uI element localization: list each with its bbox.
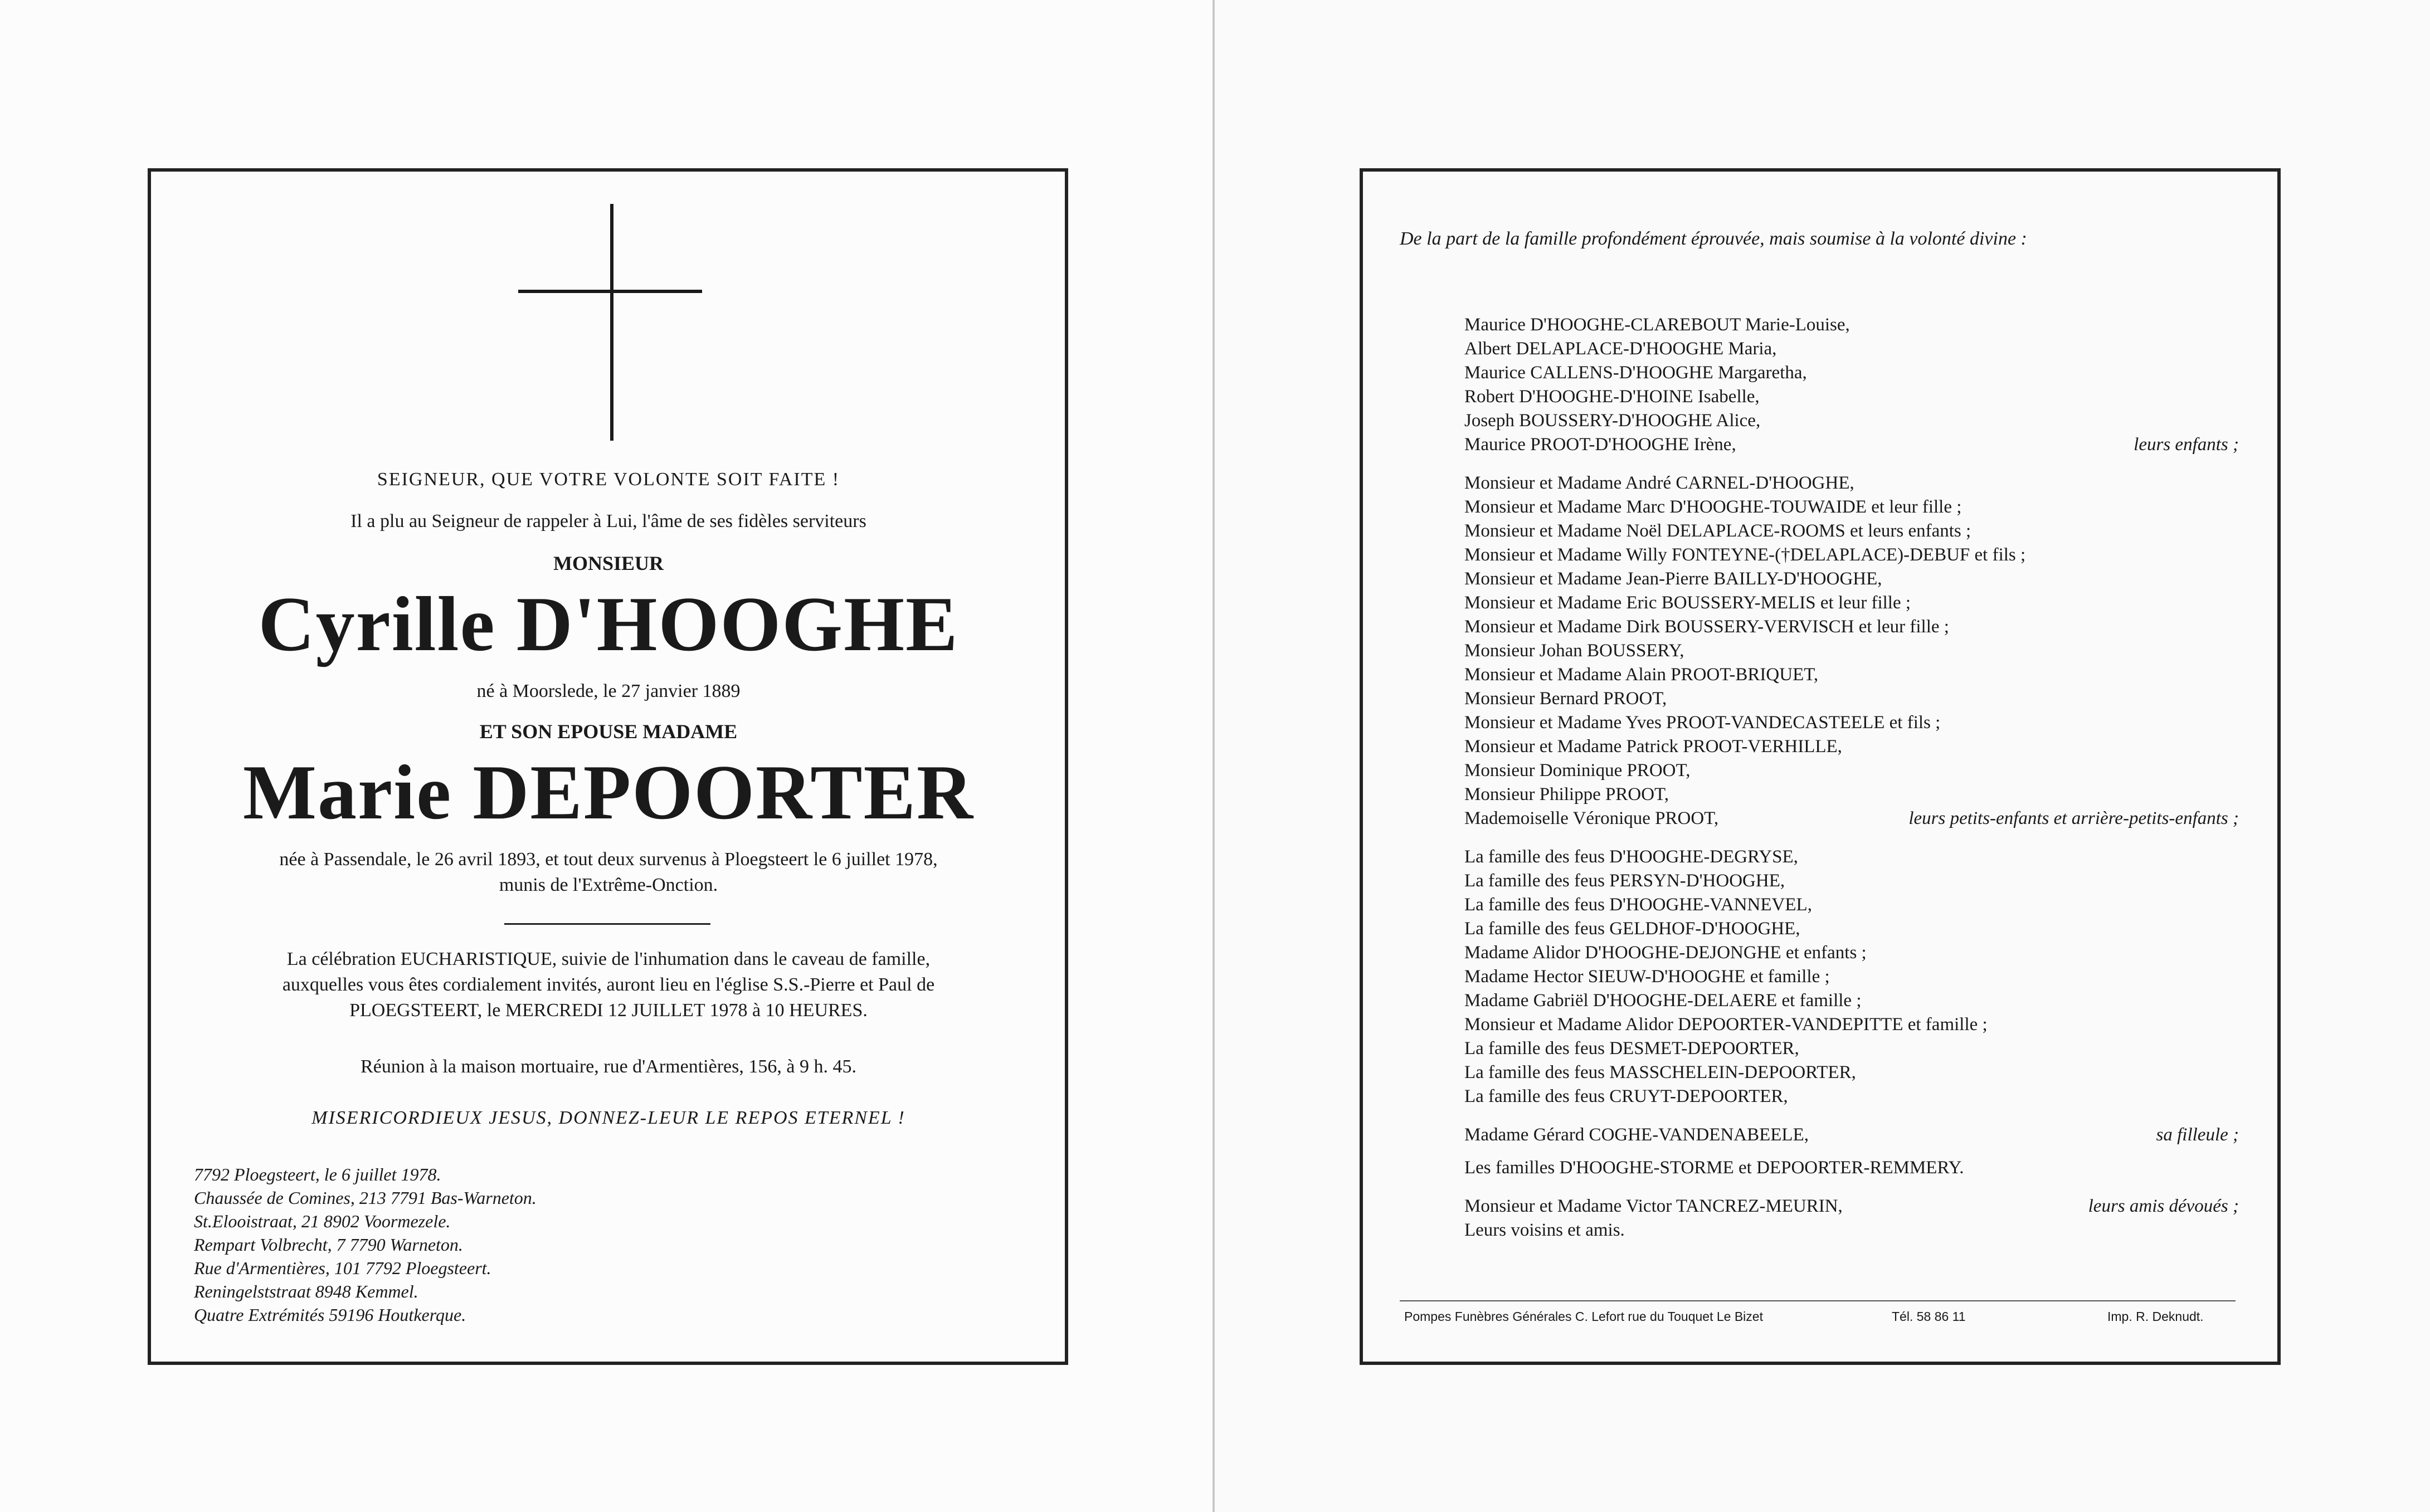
family-row	[1464, 1158, 2239, 1178]
family-row	[1464, 1086, 2239, 1107]
family-row	[1464, 737, 2239, 757]
family-member: La famille des feus D'HOOGHE-DEGRYSE,	[1464, 847, 1798, 867]
address-line: Reningelststraat 8948 Kemmel.	[194, 1281, 418, 1301]
birth-info-2b: munis de l'Extrême-Onction.	[499, 875, 718, 895]
family-member: Monsieur et Madame Yves PROOT-VANDECASTEELE et fils ;	[1464, 713, 1941, 733]
family-row	[1464, 569, 2239, 589]
family-member: Monsieur et Madame Dirk BOUSSERY-VERVISCH et leur fille ;	[1464, 617, 1949, 637]
family-row	[1464, 641, 2239, 661]
address-line: Chaussée de Comines, 213 7791 Bas-Warneton.	[194, 1188, 537, 1208]
family-member: Les familles D'HOOGHE-STORME et DEPOORTER-REMMERY.	[1464, 1158, 1964, 1178]
family-member: Monsieur et Madame Alain PROOT-BRIQUET,	[1464, 665, 1819, 685]
family-member: Albert DELAPLACE-D'HOOGHE Maria,	[1464, 339, 1777, 359]
family-row	[1464, 315, 2239, 335]
family-intro: De la part de la famille profondément éprouvée, mais soumise à la volonté divine :	[1400, 228, 2027, 249]
separator	[504, 923, 710, 925]
family-member: La famille des feus GELDHOF-D'HOOGHE,	[1464, 919, 1800, 939]
invocation: SEIGNEUR, QUE VOTRE VOLONTE SOIT FAITE !	[377, 469, 840, 490]
family-member: Madame Hector SIEUW-D'HOOGHE et famille ;	[1464, 967, 1830, 987]
relation-label: leurs petits-enfants et arrière-petits-enfants ;	[1908, 808, 2239, 828]
family-row	[1464, 665, 2239, 685]
family-member: Madame Gérard COGHE-VANDENABEELE,	[1464, 1125, 1809, 1145]
birth-info-2: née à Passendale, le 26 avril 1893, et tout deux survenus à Ploegsteert le 6 juillet 1978,	[279, 849, 938, 870]
family-member: Monsieur et Madame Willy FONTEYNE-(†DELAPLACE)-DEBUF et fils ;	[1464, 545, 2026, 565]
family-member: La famille des feus DESMET-DEPOORTER,	[1464, 1038, 1799, 1059]
relation-label: leurs enfants ;	[2134, 435, 2239, 455]
address-line: 7792 Ploegsteert, le 6 juillet 1978.	[194, 1164, 441, 1184]
family-row	[1464, 387, 2239, 407]
address-line: Rempart Volbrecht, 7 7790 Warneton.	[194, 1235, 463, 1255]
cross-icon-bar	[518, 290, 702, 293]
address-line: Quatre Extrémités 59196 Houtkerque.	[194, 1305, 466, 1325]
family-member: Monsieur Johan BOUSSERY,	[1464, 641, 1684, 661]
family-row	[1464, 1196, 2239, 1217]
family-member: Monsieur et Madame Patrick PROOT-VERHILLE,	[1464, 737, 1842, 757]
family-member: Monsieur et Madame Victor TANCREZ-MEURIN,	[1464, 1196, 1843, 1216]
birth-info-1: né à Moorslede, le 27 janvier 1889	[476, 681, 741, 701]
family-member: La famille des feus PERSYN-D'HOOGHE,	[1464, 871, 1785, 891]
family-row	[1464, 1220, 2239, 1241]
ceremony-line-3: PLOEGSTEERT, le MERCREDI 12 JUILLET 1978 à 10 HEURES.	[349, 1000, 868, 1021]
printer-credit: Imp. R. Deknudt.	[2107, 1309, 2204, 1324]
family-row	[1464, 991, 2239, 1011]
family-row	[1464, 1125, 2239, 1145]
family-row	[1464, 847, 2239, 867]
family-row	[1464, 784, 2239, 805]
family-member: Joseph BOUSSERY-D'HOOGHE Alice,	[1464, 411, 1761, 431]
ceremony-line-2: auxquelles vous êtes cordialement invités, auront lieu en l'église S.S.-Pierre et Paul de	[282, 974, 935, 995]
family-member: Monsieur Philippe PROOT,	[1464, 784, 1669, 804]
ceremony-line-1: La célébration EUCHARISTIQUE, suivie de l'inhumation dans le caveau de famille,	[286, 949, 931, 969]
family-member: La famille des feus MASSCHELEIN-DEPOORTER,	[1464, 1062, 1856, 1082]
family-row	[1464, 593, 2239, 613]
family-member: La famille des feus D'HOOGHE-VANNEVEL,	[1464, 895, 1812, 915]
funeral-home: Pompes Funèbres Générales C. Lefort rue du Touquet Le Bizet	[1404, 1309, 1763, 1324]
family-row	[1464, 545, 2239, 565]
deceased-name-2: Marie DEPOORTER	[242, 749, 975, 836]
address-line: Rue d'Armentières, 101 7792 Ploegsteert.	[194, 1258, 491, 1278]
family-row	[1464, 760, 2239, 781]
family-member: Monsieur et Madame Alidor DEPOORTER-VANDEPITTE et famille ;	[1464, 1014, 1988, 1035]
family-member: Monsieur et Madame Marc D'HOOGHE-TOUWAIDE et leur fille ;	[1464, 497, 1962, 517]
family-row	[1464, 689, 2239, 709]
cross-icon	[610, 204, 613, 441]
family-member: La famille des feus CRUYT-DEPOORTER,	[1464, 1086, 1788, 1106]
family-row	[1464, 363, 2239, 383]
family-row	[1464, 808, 2239, 829]
family-member: Monsieur Bernard PROOT,	[1464, 689, 1667, 709]
family-member: Monsieur Dominique PROOT,	[1464, 760, 1691, 781]
family-member: Monsieur et Madame Noël DELAPLACE-ROOMS et leurs enfants ;	[1464, 521, 1971, 541]
family-row	[1464, 713, 2239, 733]
relation-label: sa filleule ;	[2156, 1125, 2239, 1145]
family-row	[1464, 943, 2239, 963]
family-row	[1464, 497, 2239, 518]
family-member: Maurice D'HOOGHE-CLAREBOUT Marie-Louise,	[1464, 315, 1850, 335]
family-row	[1464, 919, 2239, 939]
family-row	[1464, 967, 2239, 987]
title-monsieur: MONSIEUR	[553, 552, 664, 574]
family-row	[1464, 1038, 2239, 1059]
page-fold	[1212, 0, 1215, 1512]
family-row	[1464, 617, 2239, 637]
family-row	[1464, 411, 2239, 431]
reunion-info: Réunion à la maison mortuaire, rue d'Armentières, 156, à 9 h. 45.	[361, 1056, 856, 1077]
family-row	[1464, 871, 2239, 891]
family-row	[1464, 435, 2239, 455]
family-row	[1464, 1014, 2239, 1035]
family-member: Monsieur et Madame Eric BOUSSERY-MELIS et leur fille ;	[1464, 593, 1911, 613]
family-member: Mademoiselle Véronique PROOT,	[1464, 808, 1719, 828]
family-member: Maurice PROOT-D'HOOGHE Irène,	[1464, 435, 1736, 455]
family-member: Leurs voisins et amis.	[1464, 1220, 1625, 1240]
prayer: MISERICORDIEUX JESUS, DONNEZ-LEUR LE REPOS ETERNEL !	[311, 1108, 905, 1128]
family-member: Maurice CALLENS-D'HOOGHE Margaretha,	[1464, 363, 1807, 383]
family-row	[1464, 473, 2239, 494]
family-member: Monsieur et Madame André CARNEL-D'HOOGHE,	[1464, 473, 1854, 493]
relation-label: leurs amis dévoués ;	[2088, 1196, 2239, 1216]
address-line: St.Elooistraat, 21 8902 Voormezele.	[194, 1211, 451, 1231]
family-row	[1464, 895, 2239, 915]
deceased-name-1: Cyrille D'HOOGHE	[258, 581, 959, 667]
family-member: Robert D'HOOGHE-D'HOINE Isabelle,	[1464, 387, 1760, 407]
family-member: Madame Gabriël D'HOOGHE-DELAERE et famille ;	[1464, 991, 1862, 1011]
family-member: Madame Alidor D'HOOGHE-DEJONGHE et enfants ;	[1464, 943, 1867, 963]
announcement: Il a plu au Seigneur de rappeler à Lui, l'âme de ses fidèles serviteurs	[350, 511, 866, 531]
family-member: Monsieur et Madame Jean-Pierre BAILLY-D'HOOGHE,	[1464, 569, 1882, 589]
footer-rule	[1400, 1300, 2236, 1301]
family-row	[1464, 1062, 2239, 1083]
family-row	[1464, 339, 2239, 359]
family-row	[1464, 521, 2239, 542]
phone-number: Tél. 58 86 11	[1892, 1309, 1966, 1324]
title-epouse: ET SON EPOUSE MADAME	[479, 720, 738, 743]
